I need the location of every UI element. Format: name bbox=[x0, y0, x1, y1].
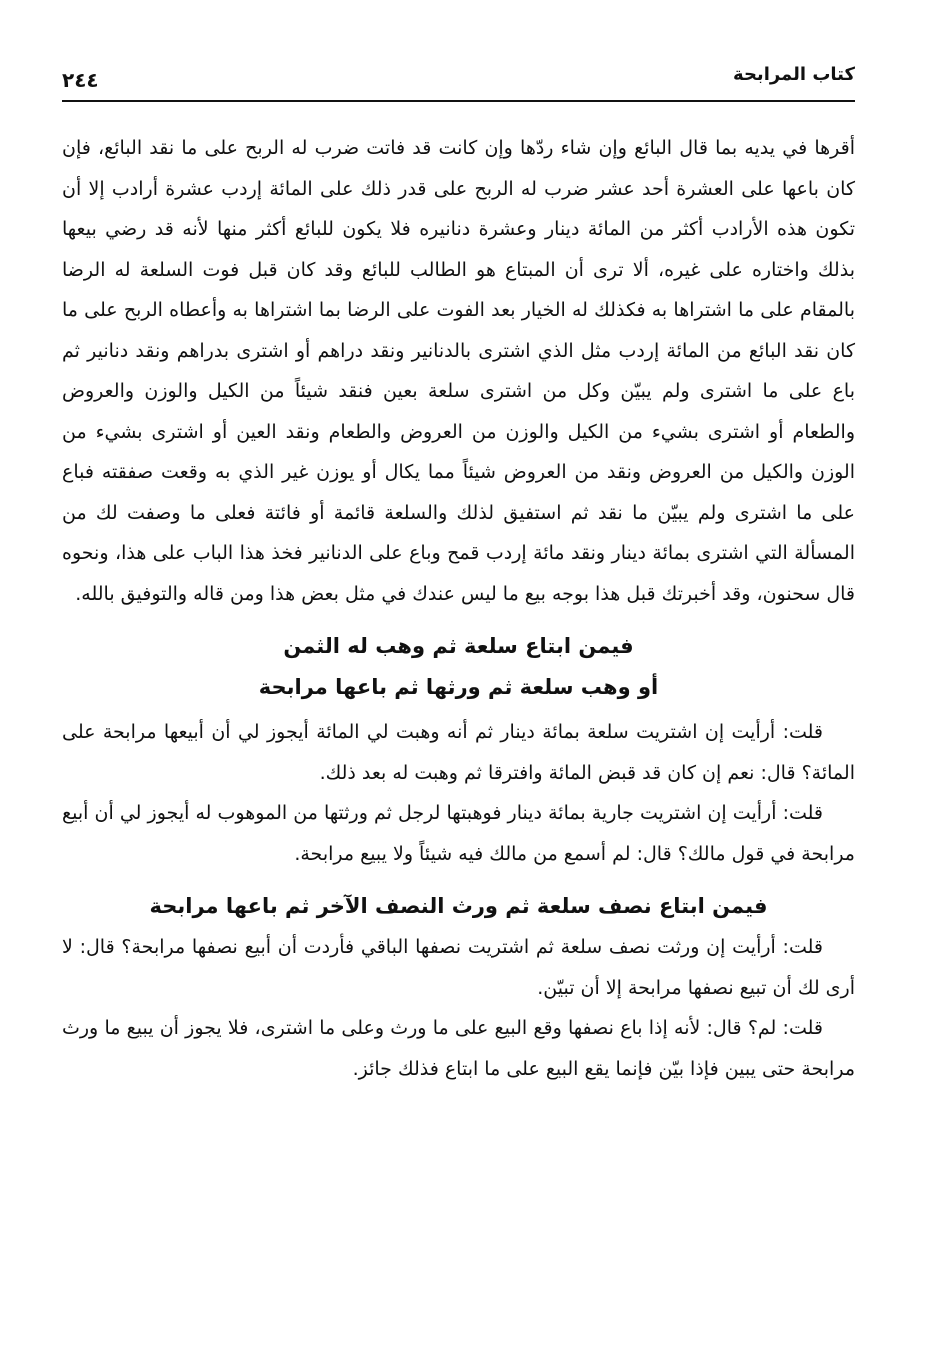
question-paragraph-3: قلت: أرأيت إن ورثت نصف سلعة ثم اشتريت نصفها الباقي فأردت أن أبيع نصفها مرابحة؟ قال: لا أرى لك أن تبيع نصفها مرابحة إلا أن تبيّن. bbox=[62, 936, 855, 999]
page-number: ٢٤٤ bbox=[62, 68, 99, 92]
question-paragraph-4: قلت: لم؟ قال: لأنه إذا باع نصفها وقع البيع على ما ورث وعلى ما اشترى، فلا يجوز أن يبيع ما ورث مرابحة حتى يبين فإذا بيّن فإنما يقع البيع على ما ابتاع فذلك جائز. bbox=[62, 1017, 855, 1080]
book-title: كتاب المرابحة bbox=[733, 64, 855, 85]
section-heading-2: فيمن ابتاع نصف سلعة ثم ورث النصف الآخر ثم باعها مرابحة bbox=[149, 894, 768, 918]
question-paragraph-1: قلت: أرأيت إن اشتريت سلعة بمائة دينار ثم أنه وهبت لي المائة أيجوز لي أن أبيعها مرابحة على المائة؟ قال: نعم إن كان قد قبض المائة وافترقا ثم وهبت له بعد ذلك. bbox=[62, 721, 855, 784]
section-heading-1-line-1: فيمن ابتاع سلعة ثم وهب له الثمن bbox=[283, 634, 634, 658]
page-body bbox=[62, 128, 855, 1089]
question-paragraph-2: قلت: أرأيت إن اشتريت جارية بمائة دينار فوهبتها لرجل ثم ورثتها من الموهوب له أيجوز لي أن أبيع مرابحة في قول مالك؟ قال: لم أسمع من مالك فيه شيئاً ولا يبيع مرابحة. bbox=[62, 802, 855, 865]
page-header bbox=[62, 58, 855, 102]
section-heading-1-line-2: أو وهب سلعة ثم ورثها ثم باعها مرابحة bbox=[258, 675, 659, 699]
intro-paragraph: أقرها في يديه بما قال البائع وإن شاء ردّها وإن كانت قد فاتت ضرب له الربح على ما نقد البائع، فإن كان باعها على العشرة أحد عشر ضرب له الربح على قدر ذلك على المائة إردب عشرة أرادب إلا أن تكون هذه الأرادب أكثر من المائة دينار وعشرة دنانيره فلا يكون للبائع أكثر منها لأنه قد رضي بيعها بذلك واختاره على غيره، ألا ترى أن المبتاع هو الطالب للبائع وقد كان قبل فوت السلعة له الرضا بالمقام على ما اشتراها به فكذلك له الخيار بعد الفوت على الرضا بما اشتراها به وأعطاه الربح على ما كان نقد البائع من المائة إردب مثل الذي اشترى بالدنانير ونقد دراهم أو اشترى بدراهم ونقد دنانير ثم باع على ما اشترى ولم يبيّن وكل من اشترى سلعة بعين فنقد شيئاً من الكيل والوزن والعروض والطعام أو اشترى بشيء من الكيل والوزن من العروض والطعام ونقد العين أو اشترى بشيء من الوزن والكيل من العروض ونقد من العروض شيئاً مما يكال أو يوزن غير الذي به وقعت صفقته فباع على ما اشترى ولم يبيّن ما نقد ثم استفيق لذلك والسلعة قائمة أو فائتة فعلى ما وصفت لك من المسألة التي اشترى بمائة دينار ونقد مائة إردب قمح وباع على الدنانير فخذ هذا الباب على هذا، ونحوه قال سحنون، وقد أخبرتك قبل هذا بوجه بيع ما ليس عندك في مثل بعض هذا ومن قاله والتوفيق بالله. bbox=[62, 137, 855, 605]
